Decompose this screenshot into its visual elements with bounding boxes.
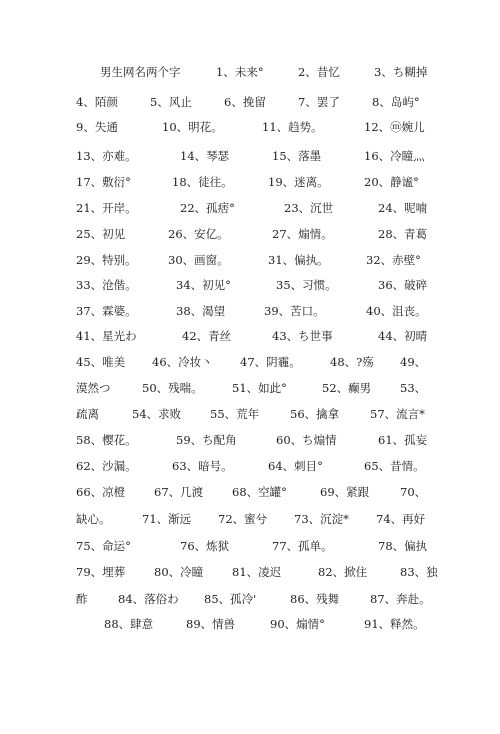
list-item: 49、 — [400, 355, 427, 369]
list-item: 7、罢了 — [298, 95, 340, 109]
list-item: 36、破碎 — [378, 278, 428, 292]
list-item: 酢 — [76, 592, 88, 606]
list-item: 24、呢喃 — [378, 201, 428, 215]
list-item: 75、命运° — [76, 539, 131, 553]
list-item: 8、岛屿° — [372, 95, 420, 109]
list-item: 42、青丝 — [182, 329, 232, 343]
list-item: 27、煽情。 — [272, 227, 333, 241]
list-item: 29、特别。 — [76, 253, 137, 267]
list-item: 82、掀住 — [318, 565, 368, 579]
list-item: 13、亦难。 — [76, 149, 137, 163]
list-item: 62、沙漏。 — [76, 459, 137, 473]
list-item: 6、挽留 — [224, 95, 266, 109]
list-item: 72、蜜兮 — [218, 512, 268, 526]
list-item: 69、紧跟 — [320, 485, 370, 499]
list-item: 73、沉淀* — [294, 512, 349, 526]
list-item: 10、明花。 — [162, 120, 223, 134]
list-item: 52、癫男 — [322, 381, 372, 395]
list-item: 51、如此° — [232, 381, 287, 395]
list-item: 65、昔情。 — [364, 459, 425, 473]
text-line — [0, 92, 500, 112]
list-item: 57、流言* — [370, 407, 425, 421]
list-item: 71、渐远 — [142, 512, 192, 526]
list-item: 79、埋葬 — [76, 565, 126, 579]
list-item: 25、初见 — [76, 227, 126, 241]
text-line — [0, 614, 500, 634]
text-line — [0, 62, 500, 82]
list-item: 4、陌颜 — [76, 95, 118, 109]
list-item: 26、安亿。 — [168, 227, 229, 241]
list-item: 59、ち配角 — [176, 433, 237, 447]
list-item: 35、习惯。 — [276, 278, 337, 292]
list-item: 21、开岸。 — [76, 201, 137, 215]
list-item: 67、几渡 — [154, 485, 204, 499]
list-item: 48、?殇 — [330, 355, 374, 369]
text-line — [0, 198, 500, 218]
list-item: 76、炼狱 — [180, 539, 230, 553]
list-item: 疏离 — [76, 407, 99, 421]
list-item: 78、偏执 — [378, 539, 428, 553]
list-item: 55、荒年 — [210, 407, 260, 421]
list-item: 男生网名两个字 — [100, 65, 181, 79]
list-item: 3、ち糊掉 — [374, 65, 428, 79]
list-item: 22、孤痞° — [180, 201, 235, 215]
list-item: 17、敷衍° — [76, 175, 131, 189]
list-item: 37、霖婆。 — [76, 304, 137, 318]
list-item: 40、沮丧。 — [366, 304, 427, 318]
list-item: 41、星光わ — [76, 329, 137, 343]
list-item: 61、孤妄 — [378, 433, 428, 447]
list-item: 58、樱花。 — [76, 433, 137, 447]
text-line — [0, 250, 500, 270]
list-item: 47、阴霾。 — [240, 355, 301, 369]
text-line — [0, 275, 500, 295]
list-item: 5、风止 — [150, 95, 192, 109]
text-line — [0, 224, 500, 244]
list-item: 80、冷瞳 — [154, 565, 204, 579]
list-item: 14、琴瑟 — [180, 149, 230, 163]
list-item: 56、擒拿 — [290, 407, 340, 421]
text-line — [0, 562, 500, 582]
list-item: 11、趋势。 — [262, 120, 323, 134]
list-item: 70、 — [400, 485, 427, 499]
list-item: 86、残舞 — [290, 592, 340, 606]
list-item: 15、落墨 — [272, 149, 322, 163]
text-line — [0, 352, 500, 372]
list-item: 89、情兽 — [186, 617, 236, 631]
list-item: 54、求败 — [132, 407, 182, 421]
list-item: 43、ち世事 — [272, 329, 333, 343]
text-line — [0, 301, 500, 321]
list-item: 66、凉橙 — [76, 485, 126, 499]
list-item: 32、赤壁° — [366, 253, 421, 267]
list-item: 1、未来° — [216, 65, 264, 79]
list-item: 38、渴望 — [176, 304, 226, 318]
list-item: 45、唯美 — [76, 355, 126, 369]
text-line — [0, 378, 500, 398]
list-item: 63、暗号。 — [172, 459, 233, 473]
text-line — [0, 589, 500, 609]
list-item: 19、迷离。 — [268, 175, 329, 189]
list-item: 87、奔赴。 — [370, 592, 431, 606]
list-item: 74、再好 — [376, 512, 426, 526]
list-item: 91、释然。 — [364, 617, 425, 631]
text-line — [0, 172, 500, 192]
list-item: 84、落俗わ — [118, 592, 179, 606]
text-line — [0, 482, 500, 502]
list-item: 85、孤冷' — [204, 592, 257, 606]
list-item: 60、ち煽情 — [276, 433, 337, 447]
list-item: 77、孤单。 — [272, 539, 333, 553]
list-item: 53、 — [400, 381, 427, 395]
text-line — [0, 326, 500, 346]
list-item: 64、刺目° — [268, 459, 323, 473]
list-item: 23、沉世 — [284, 201, 334, 215]
list-item: 16、冷瞳灬 — [364, 149, 425, 163]
list-item: 33、沧偕。 — [76, 278, 137, 292]
list-item: 83、独 — [400, 565, 438, 579]
list-item: 20、静谧° — [364, 175, 419, 189]
text-line — [0, 430, 500, 450]
text-line — [0, 146, 500, 166]
list-item: 31、偏执。 — [268, 253, 329, 267]
list-item: 88、肆意 — [104, 617, 154, 631]
list-item: 50、残喘。 — [142, 381, 203, 395]
text-line — [0, 456, 500, 476]
text-line — [0, 117, 500, 137]
text-line — [0, 509, 500, 529]
list-item: 30、画窗。 — [168, 253, 229, 267]
list-item: 90、煽情° — [270, 617, 325, 631]
list-item: 46、冷妆丶 — [152, 355, 213, 369]
list-item: 34、初见° — [176, 278, 231, 292]
list-item: 漠然つ — [76, 381, 111, 395]
list-item: 18、徒往。 — [172, 175, 233, 189]
list-item: 9、失通 — [76, 120, 118, 134]
list-item: 81、凌迟 — [232, 565, 282, 579]
list-item: 2、昔忆 — [298, 65, 340, 79]
list-item: 12、ⓜ婉儿 — [364, 120, 425, 134]
list-item: 28、青葛 — [378, 227, 428, 241]
text-line — [0, 404, 500, 424]
list-item: 缺心。 — [76, 512, 111, 526]
list-item: 44、初晴 — [378, 329, 428, 343]
text-line — [0, 536, 500, 556]
list-item: 39、苦口。 — [264, 304, 325, 318]
list-item: 68、空罐° — [232, 485, 287, 499]
